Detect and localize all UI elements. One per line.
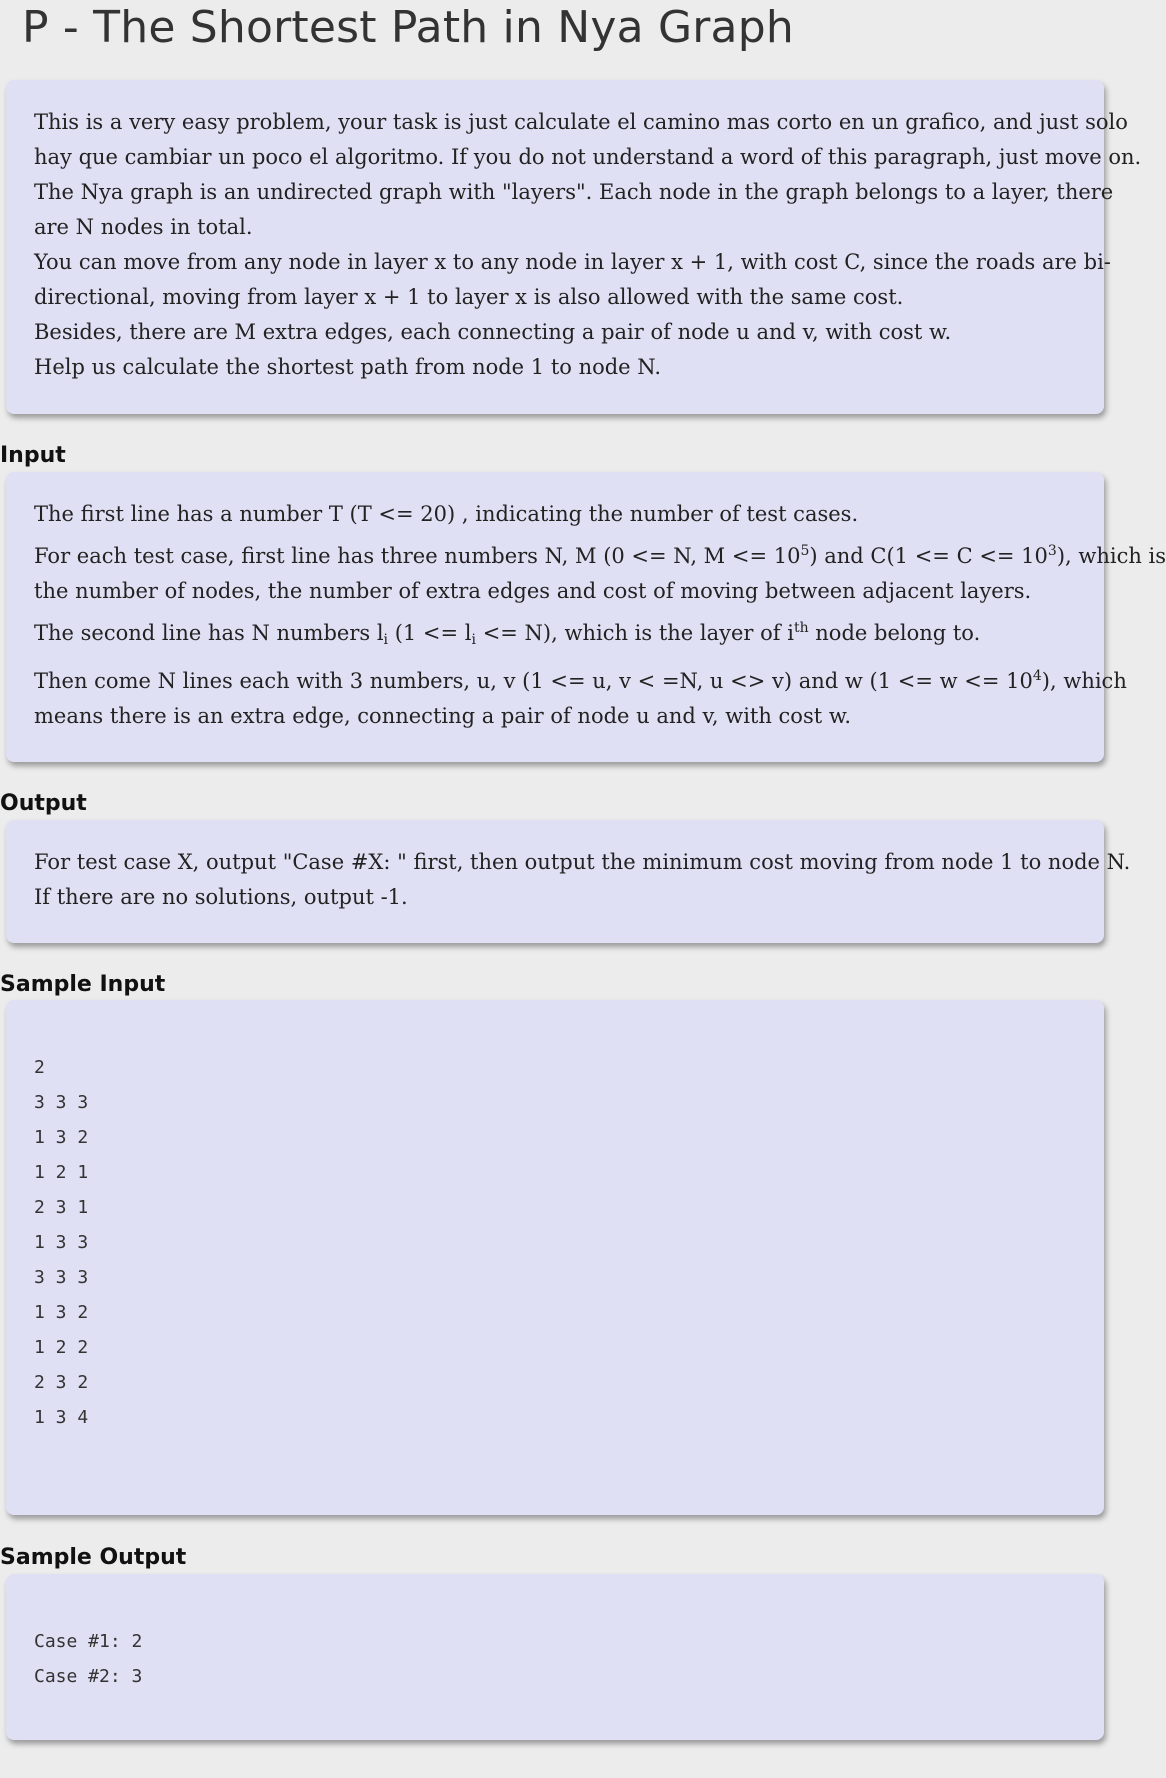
sample-input-line: 1 3 4 xyxy=(34,1407,89,1428)
description-line: Help us calculate the shortest path from node 1 to node N. xyxy=(34,355,661,379)
description-line: directional, moving from layer x + 1 to layer x is also allowed with the same cost. xyxy=(34,285,904,309)
sample-output-line: Case #1: 2 xyxy=(34,1631,143,1652)
sample-input-box xyxy=(6,1000,1104,1515)
sample-input-line: 1 3 2 xyxy=(34,1127,89,1148)
description-line: This is a very easy problem, your task is just calculate el camino mas corto en un grafico, and just solo xyxy=(34,110,1128,134)
sample-output-heading: Sample Output xyxy=(0,1545,187,1570)
sample-input-line: 2 3 1 xyxy=(34,1197,89,1218)
sample-input-line: 1 2 2 xyxy=(34,1337,89,1358)
sample-input-line: 1 3 2 xyxy=(34,1302,89,1323)
sample-input-line: 2 3 2 xyxy=(34,1372,89,1393)
description-box xyxy=(6,80,1142,414)
input-paragraph: the number of nodes, the number of extra edges and cost of moving between adjacent layers. xyxy=(34,579,1032,603)
output-line: For test case X, output "Case #X: " first, then output the minimum cost moving from node 1 to node N. xyxy=(34,850,1131,874)
output-heading: Output xyxy=(0,791,87,816)
input-paragraph: Then come N lines each with 3 numbers, u, v (1 <= u, v < =N, u <> v) and w $(1 <= w <= 10^4)$, which xyxy=(34,668,1127,693)
description-line: The Nya graph is an undirected graph with "layers". Each node in the graph belongs to a layer, there xyxy=(34,180,1114,204)
page-title: P - The Shortest Path in Nya Graph xyxy=(22,2,794,53)
sample-input-line: 2 xyxy=(34,1057,45,1078)
input-paragraph: For each test case, first line has three numbers N, M (0 <= N, $M <= 10^5$) and $C(1 <= C <= 10^3)$, which is xyxy=(34,543,1166,568)
input-paragraph: The second line has N numbers $l_i$ $(1 <= l_i <= N)$, which is the layer of $i^{th}$ node belong to. xyxy=(34,620,981,648)
description-line: are N nodes in total. xyxy=(34,215,253,239)
sample-input-heading: Sample Input xyxy=(0,972,166,997)
input-paragraph: means there is an extra edge, connecting a pair of node u and v, with cost w. xyxy=(34,704,852,728)
sample-output-line: Case #2: 3 xyxy=(34,1666,143,1687)
sample-input-line: 1 2 1 xyxy=(34,1162,89,1183)
output-box xyxy=(6,820,1131,943)
sample-input-line: 3 3 3 xyxy=(34,1092,89,1113)
input-box xyxy=(6,472,1166,762)
sample-input-line: 1 3 3 xyxy=(34,1232,89,1253)
input-paragraph: The first line has a number T (T <= 20) , indicating the number of test cases. xyxy=(34,502,859,526)
sample-output-box xyxy=(6,1574,1104,1740)
description-line: You can move from any node in layer x to any node in layer x + 1, with cost C, since the roads are bi- xyxy=(34,250,1111,274)
description-line: hay que cambiar un poco el algoritmo. If you do not understand a word of this paragraph, just move on. xyxy=(34,145,1142,169)
output-line: If there are no solutions, output -1. xyxy=(34,885,408,909)
description-line: Besides, there are M extra edges, each connecting a pair of node u and v, with cost w. xyxy=(34,320,952,344)
input-heading: Input xyxy=(0,443,66,468)
sample-input-line: 3 3 3 xyxy=(34,1267,89,1288)
